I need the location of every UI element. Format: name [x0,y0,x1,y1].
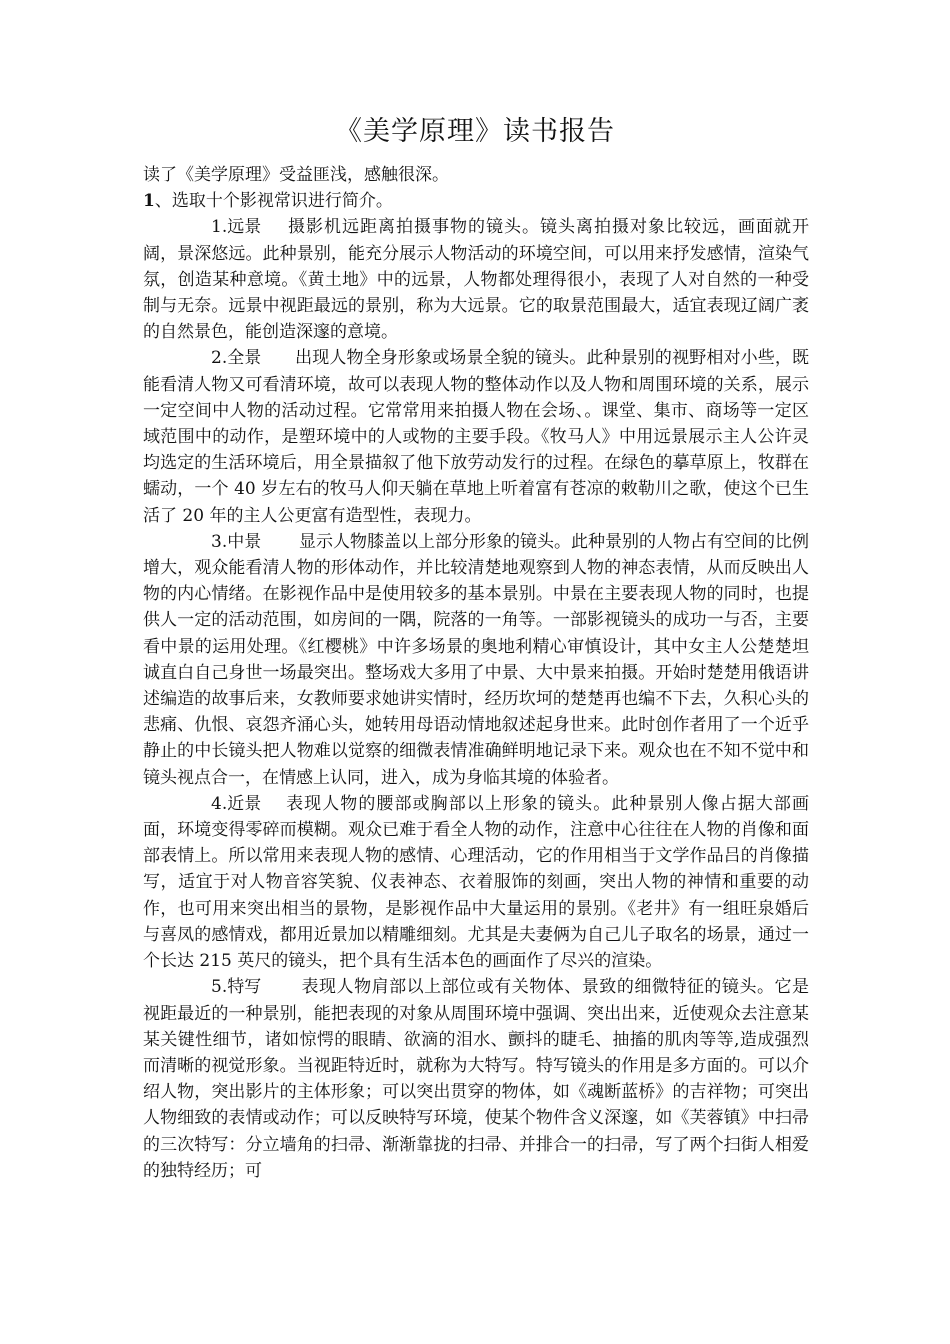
text-close-shot: 表现人物的腰部或胸部以上形象的镜头。此种景别人像占据大部画面，环境变得零碎而模糊。观众已难于看全人物的动作，注意中心往往在人物的肖像和面部表情上。所以常用来表现人物的感情、心理活动，它的作用相当于文学作品吕的肖像描写，适宜于对人物音容笑貌、仪表神态、衣着服饰的刻画，突出人物的神情和重要的动作，也可用来突出相当的景物，是影视作品中大量运用的景别。《老井》有一组旺泉婚后与喜凤的感情戏，都用近景加以精雕细刻。尤其是夫妻俩为自己儿子取名的场景，通过一个长达 215 英尺的镜头，把个具有生活本色的画面作了尽兴的渲染。 [143,793,809,972]
paragraph-long-shot [143,214,809,345]
term-full-shot: 2.全景 [211,348,262,369]
document-title: 《美学原理》读书报告 [335,116,615,147]
document-body [143,162,809,1184]
text-close-up: 表现人物肩部以上部位或有关物体、景致的细微特征的镜头。它是视距最近的一种景别，能把表现的对象从周围环境中强调、突出出来，近使观众去注意某某关键性细节，诸如惊愕的眼睛、欲滴的泪水、颤抖的睫毛、抽搐的肌肉等等,造成强烈而清晰的视觉形象。当视距特近时，就称为大特写。特写镜头的作用是多方面的。可以介绍人物，突出影片的主体形象；可以突出贯穿的物体，如《魂断蓝桥》的吉祥物；可突出人物细致的表情或动作；可以反映特写环境，使某个物件含义深邃，如《芙蓉镇》中扫帚的三次特写：分立墙角的扫帚、渐渐靠拢的扫帚、并排合一的扫帚，写了两个扫街人相爱的独特经历；可 [143,977,809,1181]
paragraph-medium-shot [143,529,809,791]
section-heading [143,188,809,214]
term-long-shot: 1.远景 [211,217,262,238]
heading-text: 、选取十个影视常识进行简介。 [154,191,393,212]
paragraph-full-shot [143,345,809,528]
text-medium-shot: 显示人物膝盖以上部分形象的镜头。此种景别的人物占有空间的比例增大，观众能看清人物的形体动作，并比较清楚地观察到人物的神态表情，从而反映出人物的内心情绪。在影视作品中是使用较多的基本景别。中景在主要表现人物的同时，也提供人一定的活动范围，如房间的一隅，院落的一角等。一部影视镜头的成功一与否，主要看中景的运用处理。《红樱桃》中许多场景的奥地利精心审慎设计，其中女主人公楚楚坦诚直白自己身世一场最突出。整场戏大多用了中景、大中景来拍摄。开始时楚楚用俄语讲述编造的故事后来，女教师要求她讲实情时，经历坎坷的楚楚再也编不下去，久积心头的悲痛、仇恨、哀怨齐涌心头，她转用母语动情地叙述起身世来。此时创作者用了一个近乎静止的中长镜头把人物难以觉察的细微表情准确鲜明地记录下来。观众也在不知不觉中和镜头视点合一，在情感上认同，进入，成为身临其境的体验者。 [143,531,809,788]
text-long-shot: 摄影机远距离拍摄事物的镜头。镜头离拍摄对象比较远，画面就开阔，景深悠远。此种景别，能充分展示人物活动的环境空间，可以用来抒发感情，渲染气氛，创造某种意境。《黄土地》中的远景，人物都处理得很小，表现了人对自然的一种受制与无奈。远景中视距最远的景别，称为大远景。它的取景范围最大，适宜表现辽阔广袤的自然景色，能创造深邃的意境。 [143,217,809,343]
term-close-up: 5.特写 [211,977,262,998]
paragraph-close-shot [143,791,809,974]
paragraph-close-up [143,974,809,1184]
heading-number: 1 [143,191,155,212]
term-close-shot: 4.近景 [211,793,262,814]
term-medium-shot: 3.中景 [211,531,262,552]
text-full-shot: 出现人物全身形象或场景全貌的镜头。此种景别的视野相对小些，既能看清人物又可看清环境，故可以表现人物的整体动作以及人物和周围环境的关系，展示一定空间中人物的活动过程。它常常用来拍摄人物在会场、。课堂、集市、商场等一定区域范围中的动作，是塑环境中的人或物的主要手段。《牧马人》中用远景展示主人公许灵均选定的生活环境后，用全景描叙了他下放劳动发行的过程。在绿色的摹草原上，牧群在蠕动，一个 40 岁左右的牧马人仰天躺在草地上听着富有苍凉的敕勒川之歌，使这个已生活了 20 年的主人公更富有造型性，表现力。 [143,348,809,526]
intro-paragraph: 读了《美学原理》受益匪浅，感触很深。 [143,165,449,185]
